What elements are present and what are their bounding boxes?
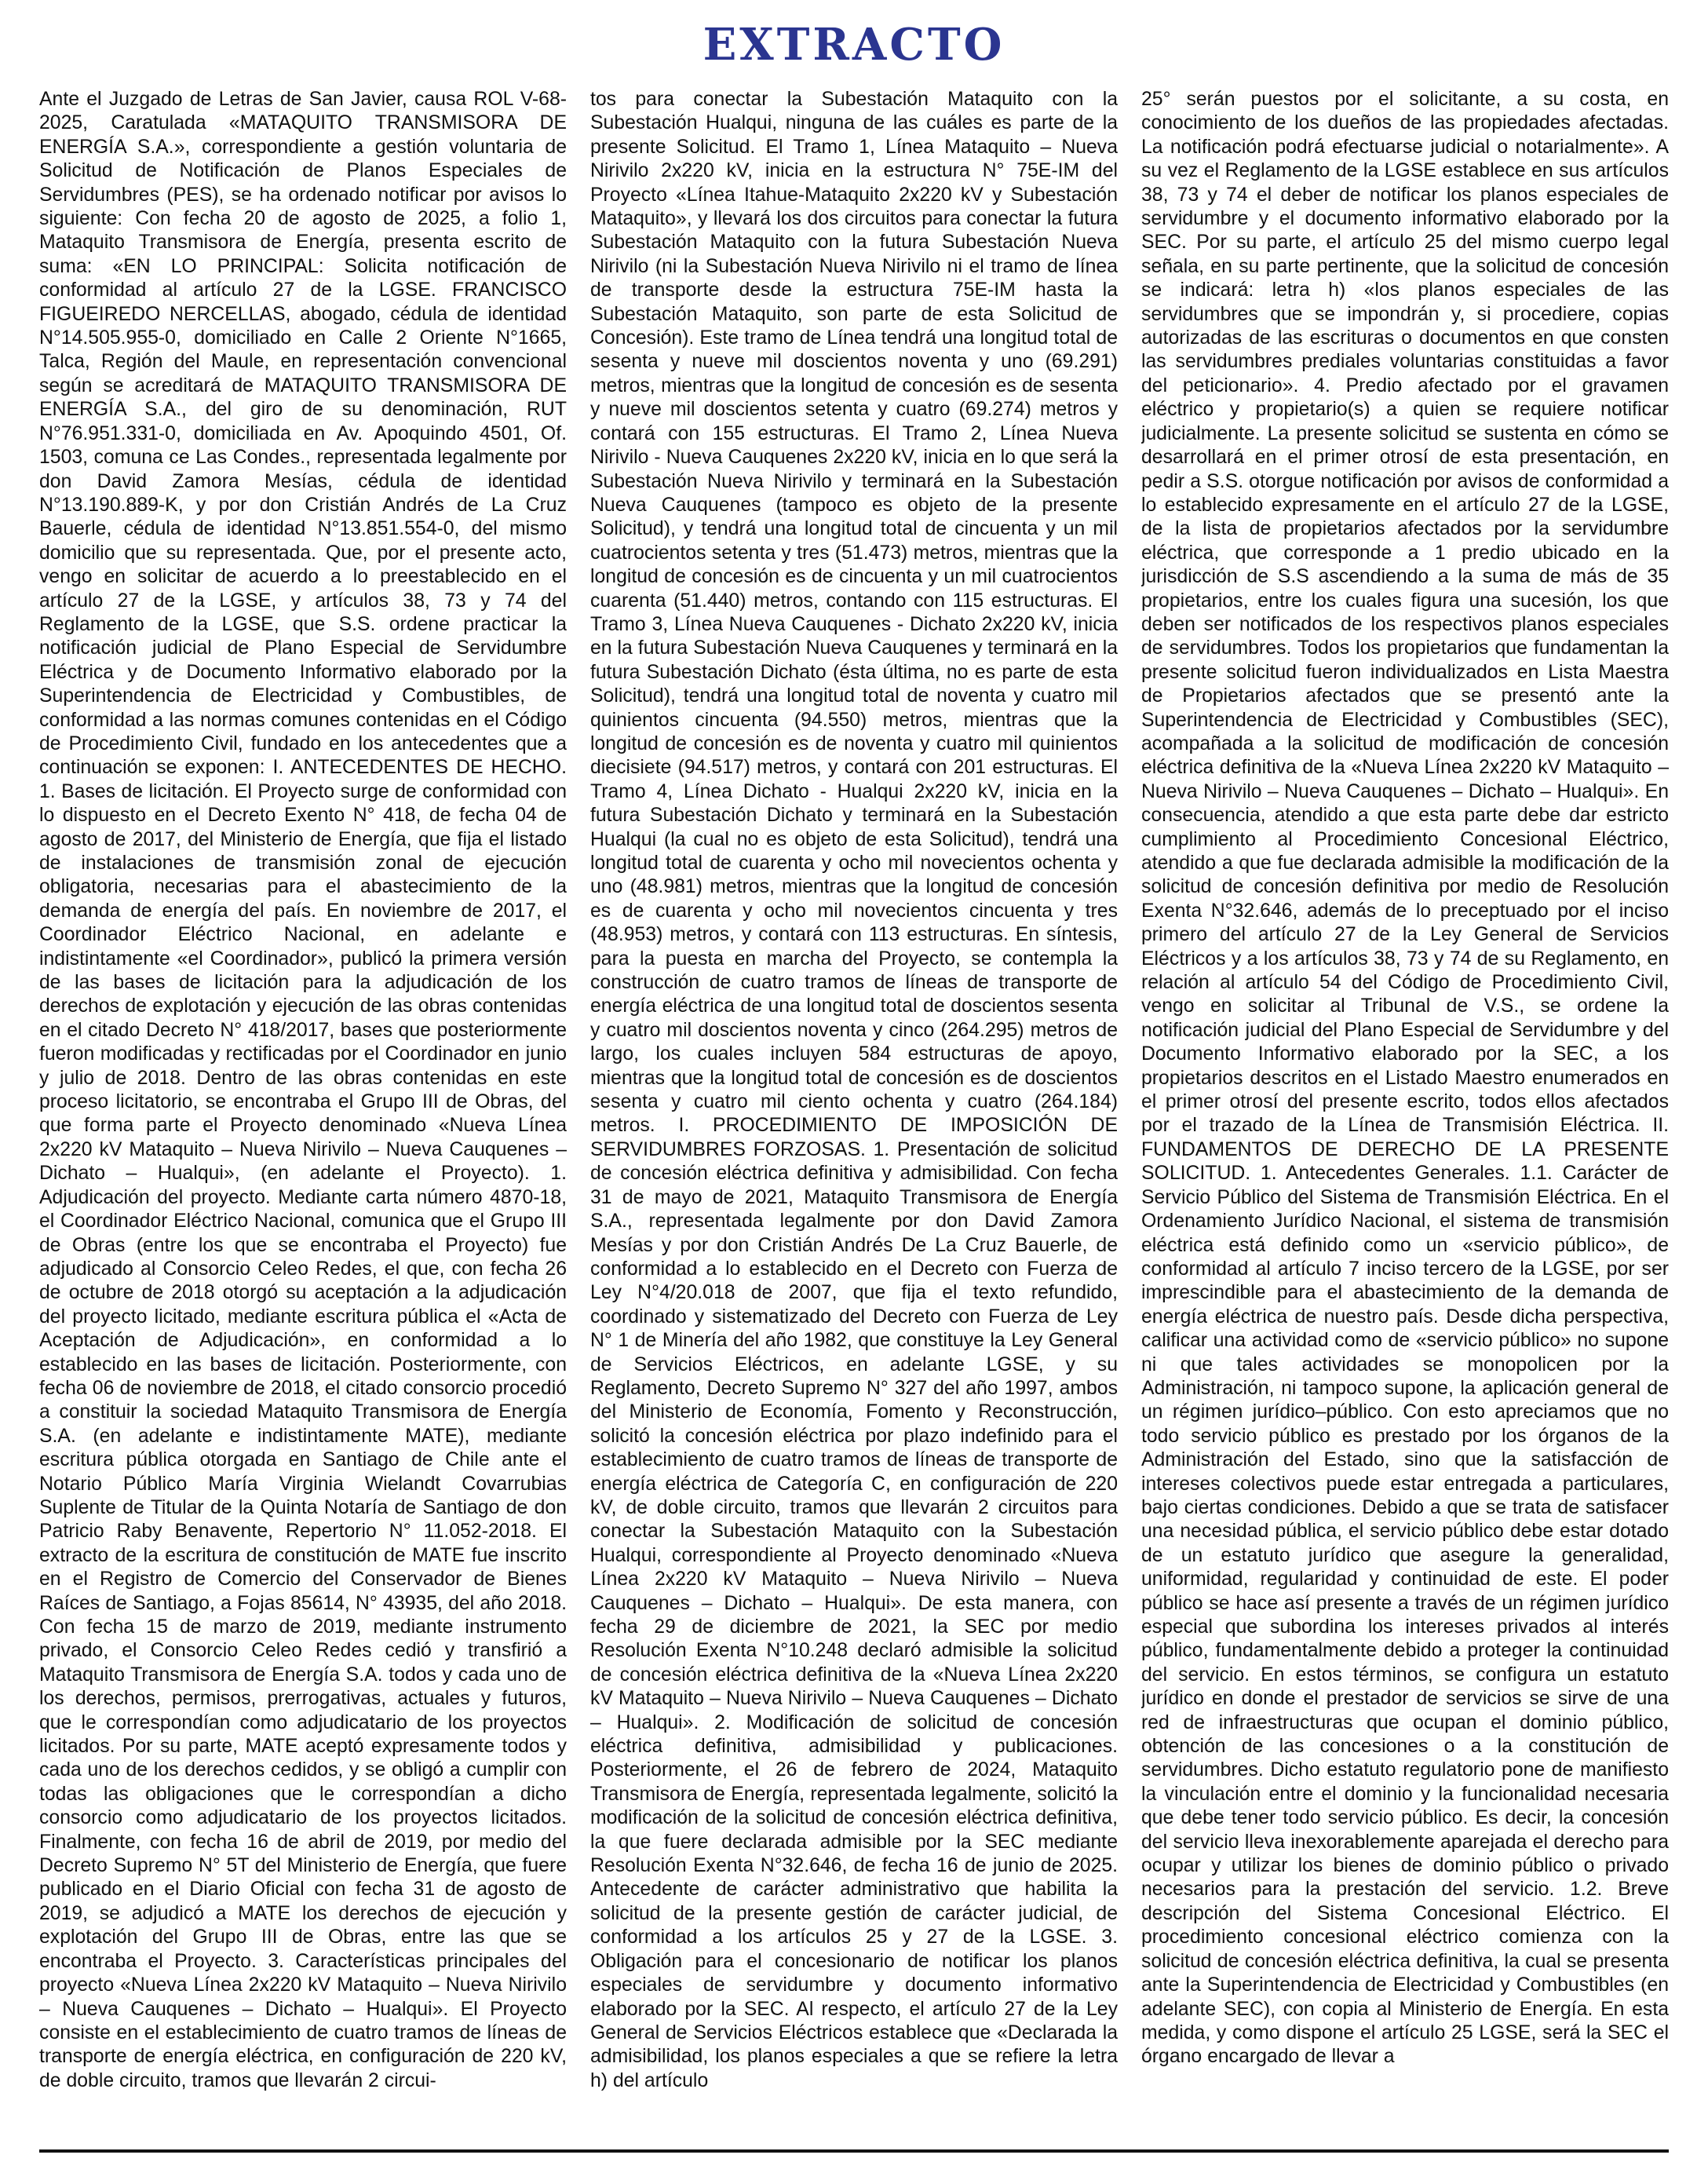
column-1-text: Ante el Juzgado de Letras de San Javier, causa ROL V-68-2025, Caratulada «MATAQUITO TRANSMISORA DE ENERGÍA S.A.», correspondiente a gestión voluntaria de Solicitud de Notificación de Planos Especiales de Servidumbres (PES), se ha ordenado notificar por avisos lo siguiente: Con fecha 20 de agosto de 2025, a folio 1, Mataquito Transmisora de Energía, presenta escrito de suma: «EN LO PRINCIPAL: Solicita notificación de conformidad al artículo 27 de la LGSE. FRANCISCO FIGUEIREDO NERCELLAS, abogado, cédula de identidad N°14.505.955-0, domiciliado en Calle 2 Oriente N°1665, Talca, Región del Maule, en representación convencional según se acreditará de MATAQUITO TRANSMISORA DE ENERGÍA S.A., del giro de su denominación, RUT N°76.951.331-0, domiciliada en Av. Apoquindo 4501, Of. 1503, comuna ce Las Condes., representada legalmente por don David Zamora Mesías, cédula de identidad N°13.190.889-K, y por don Cristián Andrés de La Cruz Bauerle, cédula de identidad N°13.851.554-0, del mismo domicilio que su representada. Que, por el presente acto, vengo en solicitar de acuerdo a lo preestablecido en el artículo 27 de la LGSE, y artículos 38, 73 y 74 del Reglamento de la LGSE, que S.S. ordene practicar la notificación judicial de Plano Especial de Servidumbre Eléctrica y de Documento Informativo elaborado por la Superintendencia de Electricidad y Combustibles, de conformidad a las normas comunes contenidas en el Código de Procedimiento Civil, fundado en los antecedentes que a continuación se exponen: I. ANTECEDENTES DE HECHO. 1. Bases de licitación. El Proyecto surge de conformidad con lo dispuesto en el Decreto Exento N° 418, de fecha 04 de agosto de 2017, del Ministerio de Energía, que fija el listado de instalaciones de transmisión zonal de ejecución obligatoria, necesarias para el abastecimiento de la demanda de energía del país. En noviembre de 2017, el Coordinador Eléctrico Nacional, en adelante e indistintamente «el Coordinador», publicó la primera versión de las bases de licitación para la adjudicación de los derechos de explotación y ejecución de las obras contenidas en el citado Decreto N° 418/2017, bases que posteriormente fueron modificadas y rectificadas por el Coordinador en junio y julio de 2018. Dentro de las obras contenidas en este proceso licitatorio, se encontraba el Grupo III de Obras, del que forma parte el Proyecto denominado «Nueva Línea 2x220 kV Mataquito – Nueva Nirivilo – Nueva Cauquenes – Dichato – Hualqui», (en adelante el Proyecto). 1. Adjudicación del proyecto. Mediante carta número 4870-18, el Coordinador Eléctrico Nacional, comunica que el Grupo III de Obras (entre los que se encontraba el Proyecto) fue adjudicado al Consorcio Celeo Redes, el que, con fecha 26 de octubre de 2018 otorgó su aceptación a la adjudicación del proyecto licitado, mediante escritura pública el «Acta de Aceptación de Adjudicación», en conformidad a lo establecido en las bases de licitación. Posteriormente, con fecha 06 de noviembre de 2018, el citado consorcio procedió a constituir la sociedad Mataquito Transmisora de Energía S.A. (en adelante e indistintamente MATE), mediante escritura pública otorgada en Santiago de Chile ante el Notario Público María Virginia Wielandt Covarrubias Suplente de Titular de la Quinta Notaría de Santiago de don Patricio Raby Benavente, Repertorio N° 11.052-2018. El extracto de la escritura de constitución de MATE fue inscrito en el Registro de Comercio del Conservador de Bienes Raíces de Santiago, a Fojas 85614, N° 43935, del año 2018. Con fecha 15 de marzo de 2019, mediante instrumento privado, el Consorcio Celeo Redes cedió y transfirió a Mataquito Transmisora de Energía S.A. todos y cada uno de los derechos, permisos, prerrogativas, actuales y futuros, que le correspondían como adjudicatario de los proyectos licitados. Por su parte, MATE aceptó expresamente todos y cada uno de los derechos cedidos, y se obligó a cumplir con todas las obligaciones que le correspondían a dicho consorcio como adjudicatario de los proyectos licitados. Finalmente, con fecha 16 de abril de 2019, por medio del Decreto Supremo N° 5T del Ministerio de Energía, que fuere publicado en el Diario Oficial con fecha 31 de agosto de 2019, se adjudicó a MATE los derechos de ejecución y explotación del Grupo III de Obras, entre las que se encontraba el Proyecto. 3. Características principales del proyecto «Nueva Línea 2x220 kV Mataquito – Nueva Nirivilo – Nueva Cauquenes – Dichato – Hualqui». El Proyecto consiste en el establecimiento de cuatro tramos de líneas de transporte de energía eléctrica, en configuración de 220 kV, de doble circuito, tramos que llevarán 2 circui- — [39, 89, 567, 2091]
text-column-2 — [590, 88, 1118, 2135]
column-3-text: 25° serán puestos por el solicitante, a su costa, en conocimiento de los dueños de las propiedades afectadas. La notificación podrá efectuarse judicial o notarialmente». A su vez el Reglamento de la LGSE establece en sus artículos 38, 73 y 74 el deber de notificar los planos especiales de servidumbre y el documento informativo elaborado por la SEC. Por su parte, el artículo 25 del mismo cuerpo legal señala, en su parte pertinente, que la solicitud de concesión se indicará: letra h) «los planos especiales de las servidumbres que se impondrán y, si procediere, copias autorizadas de las escrituras o documentos en que consten las servidumbres prediales voluntarias constituidas a favor del peticionario». 4. Predio afectado por el gravamen eléctrico y propietario(s) a quien se requiere notificar judicialmente. La presente solicitud se sustenta en cómo se desarrollará en el primer otrosí de esta presentación, en pedir a S.S. otorgue notificación por avisos de conformidad a lo establecido expresamente en el artículo 27 de la LGSE, de la lista de propietarios afectados por la servidumbre eléctrica, que corresponde a 1 predio ubicado en la jurisdicción de S.S ascendiendo a la suma de más de 35 propietarios, entre los cuales figura una sucesión, los que deben ser notificados de los respectivos planos especiales de servidumbres. Todos los propietarios que fundamentan la presente solicitud fueron individualizados en Lista Maestra de Propietarios afectados que se presentó ante la Superintendencia de Electricidad y Combustibles (SEC), acompañada a la solicitud de modificación de concesión eléctrica definitiva de la «Nueva Línea 2x220 kV Mataquito – Nueva Nirivilo – Nueva Cauquenes – Dichato – Hualqui». En consecuencia, atendido a que esta parte debe dar estricto cumplimiento al Procedimiento Concesional Eléctrico, atendido a que fue declarada admisible la modificación de la solicitud de concesión definitiva por medio de Resolución Exenta N°32.646, además de lo preceptuado por el inciso primero del artículo 27 de la Ley General de Servicios Eléctricos y a los artículos 38, 73 y 74 de su Reglamento, en relación al artículo 54 del Código de Procedimiento Civil, vengo en solicitar al Tribunal de V.S., se ordene la notificación judicial del Plano Especial de Servidumbre y del Documento Informativo elaborado por la SEC, a los propietarios descritos en el Listado Maestro enumerados en el primer otrosí del presente escrito, todos ellos afectados por el trazado de la Línea de Transmisión Eléctrica. II. FUNDAMENTOS DE DERECHO DE LA PRESENTE SOLICITUD. 1. Antecedentes Generales. 1.1. Carácter de Servicio Público del Sistema de Transmisión Eléctrica. En el Ordenamiento Jurídico Nacional, el sistema de transmisión eléctrica está definido como un «servicio público», de conformidad al artículo 7 inciso tercero de la LGSE, por ser imprescindible para el abastecimiento de la demanda de energía eléctrica de nuestro país. Desde dicha perspectiva, calificar una actividad como de «servicio público» no supone ni que tales actividades se monopolicen por la Administración, ni tampoco supone, la aplicación general de un régimen jurídico–público. Con esto apreciamos que no todo servicio público es prestado por los órganos de la Administración del Estado, sino que la satisfacción de intereses colectivos puede estar entregada a particulares, bajo ciertas condiciones. Debido a que se trata de satisfacer una necesidad pública, el servicio público debe estar dotado de un estatuto jurídico que asegure la generalidad, uniformidad, regularidad y continuidad de este. El poder público se hace así presente a través de un régimen jurídico especial que subordina los intereses privados al interés público, fundamentalmente debido a proteger la continuidad del servicio. En estos términos, se configura un estatuto jurídico en donde el prestador de servicios se sirve de una red de infraestructuras que ocupan el dominio público, obtención de las concesiones o a la constitución de servidumbres. Dicho estatuto regulatorio pone de manifiesto la vinculación entre el dominio y la funcionalidad necesaria que debe tener todo servicio público. Es decir, la concesión del servicio lleva inexorablemente aparejada el derecho para ocupar y utilizar los bienes de dominio público o privado necesarios para la prestación del servicio. 1.2. Breve descripción del Sistema Concesional Eléctrico. El procedimiento concesional eléctrico comienza con la solicitud de concesión eléctrica definitiva, la cual se presenta ante la Superintendencia de Electricidad y Combustibles (en adelante SEC), con copia al Ministerio de Energía. En esta medida, y como dispone el artículo 25 LGSE, será la SEC el órgano encargado de llevar a — [1141, 89, 1669, 2068]
text-columns — [39, 88, 1669, 2135]
text-column-1 — [39, 88, 567, 2135]
bottom-rule — [39, 2149, 1669, 2153]
text-column-3 — [1141, 88, 1669, 2135]
column-2-text: tos para conectar la Subestación Mataquito con la Subestación Hualqui, ninguna de las cuáles es parte de la presente Solicitud. El Tramo 1, Línea Mataquito – Nueva Nirivilo 2x220 kV, inicia en la estructura N° 75E-IM del Proyecto «Línea Itahue-Mataquito 2x220 kV y Subestación Mataquito», y llevará los dos circuitos para conectar la futura Subestación Mataquito con la futura Subestación Nueva Nirivilo (ni la Subestación Nueva Nirivilo ni el tramo de línea de transporte desde la estructura 75E-IM hasta la Subestación Mataquito, son parte de esta Solicitud de Concesión). Este tramo de Línea tendrá una longitud total de sesenta y nueve mil doscientos noventa y uno (69.291) metros, mientras que la longitud de concesión es de sesenta y nueve mil doscientos setenta y cuatro (69.274) metros y contará con 155 estructuras. El Tramo 2, Línea Nueva Nirivilo - Nueva Cauquenes 2x220 kV, inicia en lo que será la Subestación Nueva Nirivilo y terminará en la Subestación Nueva Cauquenes (tampoco es objeto de la presente Solicitud), y tendrá una longitud total de cincuenta y un mil cuatrocientos setenta y tres (51.473) metros, mientras que la longitud de concesión es de cincuenta y un mil cuatrocientos cuarenta (51.440) metros, contando con 115 estructuras. El Tramo 3, Línea Nueva Cauquenes - Dichato 2x220 kV, inicia en la futura Subestación Nueva Cauquenes y terminará en la futura Subestación Dichato (ésta última, no es parte de esta Solicitud), tendrá una longitud total de noventa y cuatro mil quinientos cincuenta (94.550) metros, mientras que la longitud de concesión es de noventa y cuatro mil quinientos diecisiete (94.517) metros, y contará con 201 estructuras. El Tramo 4, Línea Dichato - Hualqui 2x220 kV, inicia en la futura Subestación Dichato y terminará en la Subestación Hualqui (la cual no es objeto de esta Solicitud), tendrá una longitud total de cuarenta y ocho mil novecientos ochenta y uno (48.981) metros, mientras que la longitud de concesión es de cuarenta y ocho mil novecientos cincuenta y tres (48.953) metros, y contará con 113 estructuras. En síntesis, para la puesta en marcha del Proyecto, se contempla la construcción de cuatro tramos de líneas de transporte de energía eléctrica de una longitud total de doscientos sesenta y cuatro mil doscientos noventa y cinco (264.295) metros de largo, los cuales incluyen 584 estructuras de apoyo, mientras que la longitud total de concesión es de doscientos sesenta y cuatro mil ciento ochenta y cuatro (264.184) metros. I. PROCEDIMIENTO DE IMPOSICIÓN DE SERVIDUMBRES FORZOSAS. 1. Presentación de solicitud de concesión eléctrica definitiva y admisibilidad. Con fecha 31 de mayo de 2021, Mataquito Transmisora de Energía S.A., representada legalmente por don David Zamora Mesías y por don Cristián Andrés De La Cruz Bauerle, de conformidad a lo establecido en el Decreto con Fuerza de Ley N°4/20.018 de 2007, que fija el texto refundido, coordinado y sistematizado del Decreto con Fuerza de Ley N° 1 de Minería del año 1982, que constituye la Ley General de Servicios Eléctricos, en adelante LGSE, y su Reglamento, Decreto Supremo N° 327 del año 1997, ambos del Ministerio de Economía, Fomento y Reconstrucción, solicitó la concesión eléctrica por plazo indefinido para el establecimiento de cuatro tramos de líneas de transporte de energía eléctrica de Categoría C, en configuración de 220 kV, de doble circuito, tramos que llevarán 2 circuitos para conectar la Subestación Mataquito con la Subestación Hualqui, correspondiente al Proyecto denominado «Nueva Línea 2x220 kV Mataquito – Nueva Nirivilo – Nueva Cauquenes – Dichato – Hualqui». De esta manera, con fecha 29 de diciembre de 2021, la SEC por medio Resolución Exenta N°10.248 declaró admisible la solicitud de concesión eléctrica definitiva de la «Nueva Línea 2x220 kV Mataquito – Nueva Nirivilo – Nueva Cauquenes – Dichato – Hualqui». 2. Modificación de solicitud de concesión eléctrica definitiva, admisibilidad y publicaciones. Posteriormente, el 26 de febrero de 2024, Mataquito Transmisora de Energía, representada legalmente, solicitó la modificación de la solicitud de concesión eléctrica definitiva, la que fuere declarada admisible por la SEC mediante Resolución Exenta N°32.646, de fecha 16 de junio de 2025. Antecedente de carácter administrativo que habilita la solicitud de la presente gestión de carácter judicial, de conformidad a los artículos 25 y 27 de la LGSE. 3. Obligación para el concesionario de notificar los planos especiales de servidumbre y documento informativo elaborado por la SEC. Al respecto, el artículo 27 de la Ley General de Servicios Eléctricos establece que «Declarada la admisibilidad, los planos especiales a que se refiere la letra h) del artículo — [590, 89, 1118, 2091]
page-title: EXTRACTO — [703, 19, 1005, 71]
